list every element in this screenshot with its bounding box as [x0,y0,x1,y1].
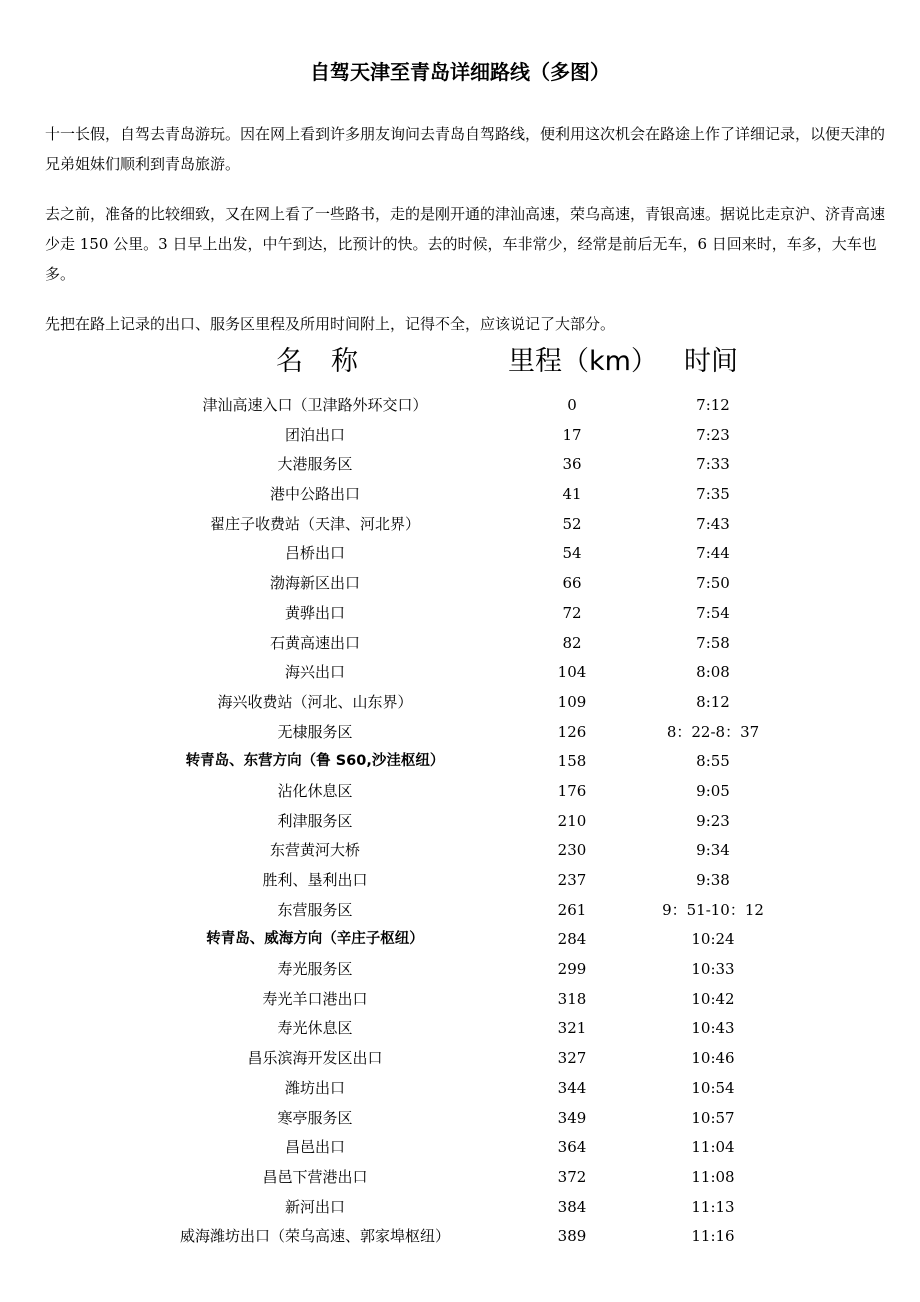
cell-name: 寒亭服务区 [277,1108,353,1127]
cell-distance: 82 [562,633,582,652]
cell-name: 黄骅出口 [284,603,345,622]
cell-time: 7:12 [696,396,730,414]
cell-distance: 72 [562,603,582,622]
cell-time: 11:08 [691,1167,735,1186]
table-row [0,836,920,866]
cell-name: 渤海新区出口 [269,574,360,593]
table-row [0,1044,920,1074]
table-row [0,450,920,480]
table-row [0,777,920,807]
cell-time: 10:42 [691,989,735,1008]
cell-time: 10:43 [691,1019,735,1038]
paragraph-preparation: 去之前，准备的比较细致，又在网上看了一些路书，走的是刚开通的津汕高速，荣乌高速，青银高速。据说比走京沪、济青高速少走 150 公里。3 日早上出发，中午到达，比预计的快。去的时候，车非常少，经常是前后无车，6 日回来时，车多，大车也多。 [45,205,886,283]
table-row [0,925,920,955]
cell-distance: 54 [562,544,582,563]
cell-name: 沾化休息区 [277,781,353,800]
cell-name: 石黄高速出口 [269,633,360,652]
cell-name: 昌乐滨海开发区出口 [247,1049,383,1068]
cell-time: 9:05 [696,781,730,800]
cell-name: 津汕高速入口（卫津路外环交口） [202,396,428,414]
table-row [0,718,920,748]
cell-name: 吕桥出口 [284,544,345,563]
paragraph-table-intro: 先把在路上记录的出口、服务区里程及所用时间附上，记得不全，应该说记了大部分。 [45,315,616,333]
cell-time: 10:33 [691,960,735,979]
cell-time: 8:55 [696,752,730,771]
cell-time: 10:46 [691,1049,735,1068]
cell-time: 9:34 [696,841,730,860]
cell-distance: 299 [557,960,587,979]
table-row [0,658,920,688]
cell-time: 7:23 [696,425,730,444]
cell-distance: 344 [557,1078,587,1097]
header-distance: 里程（km） [508,346,658,377]
cell-time: 9：51-10：12 [662,900,764,919]
table-row [0,1133,920,1163]
table-row [0,421,920,451]
cell-distance: 384 [557,1197,587,1216]
cell-time: 7:35 [696,485,730,504]
page-title: 自驾天津至青岛详细路线（多图） [310,60,610,84]
cell-name: 大港服务区 [277,455,353,474]
table-row [0,1104,920,1134]
cell-name: 转青岛、威海方向（辛庄子枢纽） [206,931,424,948]
cell-distance: 109 [557,692,587,711]
table-row [0,1222,920,1252]
cell-name: 昌邑出口 [284,1138,345,1157]
cell-distance: 230 [557,841,587,860]
table-row [0,866,920,896]
cell-distance: 41 [562,485,582,504]
table-body [0,391,920,1252]
cell-time: 10:24 [691,930,735,949]
cell-time: 8:08 [696,663,730,682]
cell-time: 8：22-8：37 [666,722,760,741]
cell-distance: 210 [557,811,587,830]
cell-name: 转青岛、东营方向（鲁 S60,沙洼枢纽） [185,753,445,770]
cell-name: 寿光羊口港出口 [262,989,368,1008]
table-row [0,807,920,837]
table-row [0,985,920,1015]
cell-distance: 36 [562,455,582,474]
table-row [0,539,920,569]
cell-distance: 237 [557,871,587,889]
cell-distance: 52 [562,514,582,533]
table-row [0,1193,920,1223]
header-name: 名称 [276,346,386,377]
cell-name: 胜利、垦利出口 [262,871,368,889]
cell-time: 7:54 [696,603,730,622]
cell-name: 寿光服务区 [277,960,353,979]
cell-distance: 284 [557,930,587,949]
table-row [0,629,920,659]
cell-time: 9:38 [696,871,730,889]
cell-name: 海兴收费站（河北、山东界） [217,692,413,711]
table-row [0,1014,920,1044]
cell-name: 港中公路出口 [269,485,360,504]
cell-name: 寿光休息区 [277,1019,353,1038]
cell-time: 10:57 [691,1108,735,1127]
cell-distance: 318 [557,989,587,1008]
cell-time: 7:43 [696,514,730,533]
cell-distance: 321 [557,1019,587,1038]
cell-name: 潍坊出口 [284,1078,345,1097]
cell-distance: 261 [557,900,587,919]
cell-distance: 364 [557,1138,587,1157]
table-row [0,599,920,629]
cell-distance: 104 [557,663,587,682]
cell-distance: 126 [557,722,587,741]
cell-time: 7:33 [696,455,730,474]
table-row [0,1074,920,1104]
cell-time: 11:04 [691,1138,735,1157]
table-row [0,480,920,510]
cell-time: 11:13 [691,1197,735,1216]
cell-name: 翟庄子收费站（天津、河北界） [209,514,420,533]
cell-name: 新河出口 [284,1197,345,1216]
cell-distance: 0 [567,396,577,414]
cell-distance: 389 [557,1227,587,1246]
table-row [0,688,920,718]
cell-name: 东营黄河大桥 [269,841,360,860]
cell-name: 昌邑下营港出口 [262,1167,368,1186]
cell-distance: 17 [562,425,582,444]
cell-distance: 349 [557,1108,587,1127]
cell-time: 8:12 [696,692,730,711]
cell-name: 利津服务区 [277,811,353,830]
table-row [0,391,920,421]
cell-name: 团泊出口 [284,425,345,444]
table-row [0,896,920,926]
cell-time: 9:23 [696,811,730,830]
cell-name: 海兴出口 [284,663,345,682]
table-row [0,1163,920,1193]
cell-name: 无棣服务区 [277,722,353,741]
header-time: 时间 [684,346,738,377]
cell-distance: 327 [557,1049,587,1068]
table-row [0,955,920,985]
table-row [0,747,920,777]
cell-time: 10:54 [691,1078,735,1097]
cell-distance: 66 [562,574,582,593]
cell-time: 11:16 [691,1227,735,1246]
cell-time: 7:44 [696,544,730,563]
cell-distance: 372 [557,1167,587,1186]
table-row [0,569,920,599]
cell-time: 7:58 [696,633,730,652]
cell-distance: 176 [557,781,587,800]
cell-distance: 158 [557,752,587,771]
cell-name: 威海潍坊出口（荣乌高速、郭家埠枢纽） [179,1227,450,1246]
cell-time: 7:50 [696,574,730,593]
paragraph-intro: 十一长假，自驾去青岛游玩。因在网上看到许多朋友询问去青岛自驾路线，便利用这次机会在路途上作了详细记录，以便天津的兄弟姐妹们顺利到青岛旅游。 [45,125,886,173]
cell-name: 东营服务区 [277,900,353,919]
table-row [0,510,920,540]
